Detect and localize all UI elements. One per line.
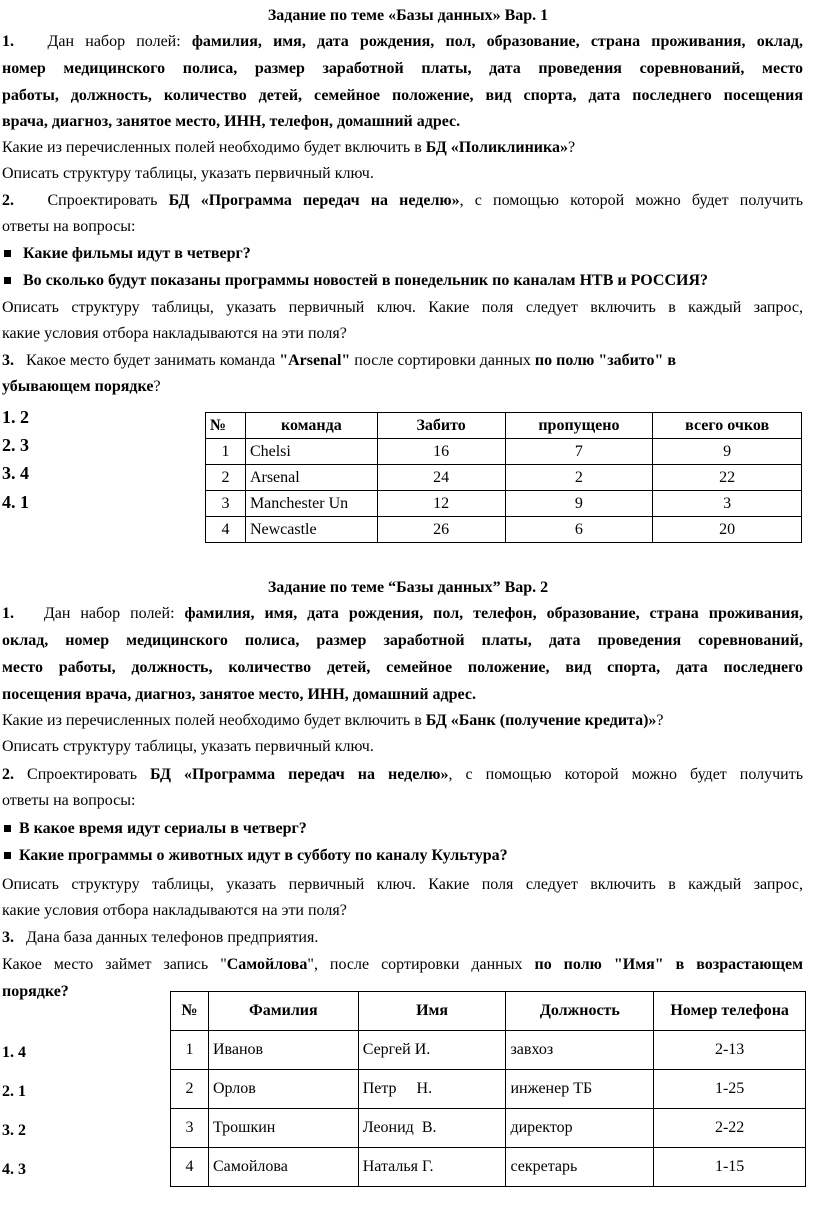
v2-q1-num: 1. xyxy=(2,605,14,622)
v2-answer-option: 1. 4 xyxy=(2,1044,26,1061)
table-cell: 16 xyxy=(377,439,505,465)
table-cell: 2 xyxy=(206,465,246,491)
v2-q1-line4: посещения врача, диагноз, занятое место, ИНН, домашний адрес. xyxy=(2,686,476,703)
v1-q2-describe-1: Описать структуру таблицы, указать первичный ключ. Какие поля следует включить в каждый запрос, xyxy=(2,299,803,316)
v2-q2-describe-2: какие условия отбора накладываются на эти поля? xyxy=(2,902,347,919)
table-cell: 2 xyxy=(505,465,653,491)
table-cell: 2-22 xyxy=(654,1109,806,1148)
table-cell: 4 xyxy=(171,1148,209,1187)
table-cell: 1-25 xyxy=(654,1070,806,1109)
v2-q1-line2: оклад, номер медицинского полиса, размер заработной платы, дата проведения соревнований, xyxy=(2,632,803,649)
v1-q3-line2 xyxy=(2,374,803,400)
v1-q2-bullet-2-text: Во сколько будут показаны программы новостей в понедельник по каналам НТВ и РОССИЯ? xyxy=(23,272,709,289)
v1-answer-option: 2. 3 xyxy=(2,435,29,455)
table-cell: директор xyxy=(506,1109,654,1148)
v2-q1-fields: фамилия, имя, дата рождения, пол, телефон, образование, страна проживания, xyxy=(184,605,804,622)
table-cell: 7 xyxy=(505,439,653,465)
v1-q2-bullet-1-text: Какие фильмы идут в четверг? xyxy=(23,245,251,262)
table-cell: 4 xyxy=(206,517,246,543)
v2-q2-line1 xyxy=(2,762,803,788)
v2-q3-pre: Какое место займет запись " xyxy=(2,956,227,973)
table-row xyxy=(171,1109,806,1148)
table-header-row xyxy=(171,992,806,1031)
v2-q2-bullet-1 xyxy=(2,816,803,842)
table-header-cell: Должность xyxy=(506,992,654,1031)
table-cell: 24 xyxy=(377,465,505,491)
table-cell: 3 xyxy=(171,1109,209,1148)
table-header-cell: всего очков xyxy=(653,413,802,439)
table-cell: инженер ТБ xyxy=(506,1070,654,1109)
table-row xyxy=(206,517,802,543)
v2-q1-question-pre: Какие из перечисленных полей необходимо будет включить в xyxy=(2,712,426,729)
v2-q2-bullet-2 xyxy=(2,843,803,869)
v1-answer-option: 1. 2 xyxy=(2,407,29,427)
v1-q1-db-name: БД «Поликлиника» xyxy=(425,139,568,156)
table-cell: 1 xyxy=(206,439,246,465)
table-cell: 9 xyxy=(505,491,653,517)
v1-q2-num: 2. xyxy=(2,192,14,209)
table-cell: 22 xyxy=(653,465,802,491)
v1-q1-question-pre: Какие из перечисленных полей необходимо будет включить в xyxy=(2,139,426,156)
table-row xyxy=(171,1031,806,1070)
square-bullet-icon xyxy=(4,852,11,859)
v1-q1-question-post: ? xyxy=(567,139,576,156)
table-header-row xyxy=(206,413,802,439)
v1-q2-bullet-1 xyxy=(2,241,803,267)
table-cell: Сергей И. xyxy=(358,1031,506,1070)
table-cell: 9 xyxy=(653,439,802,465)
table-cell: 1-15 xyxy=(654,1148,806,1187)
v1-q1-fields: фамилия, имя, дата рождения, пол, образование, страна проживания, оклад, xyxy=(191,33,803,50)
table-cell: Орлов xyxy=(208,1070,358,1109)
table-header-cell: пропущено xyxy=(505,413,653,439)
table-cell: завхоз xyxy=(506,1031,654,1070)
v1-q3-mid: после сортировки данных xyxy=(350,352,535,369)
table-cell: Самойлова xyxy=(208,1148,358,1187)
v2-q2-bullet-2-text: Какие программы о животных идут в субботу по каналу Культура? xyxy=(19,847,508,864)
table-header-cell: Фамилия xyxy=(208,992,358,1031)
table-cell: Наталья Г. xyxy=(358,1148,506,1187)
v1-q1-pre: Дан набор полей: xyxy=(47,33,192,50)
table-row xyxy=(171,1070,806,1109)
v2-answer-option: 2. 1 xyxy=(2,1083,26,1100)
v2-q1-question xyxy=(2,708,803,734)
v2-q1-question-post: ? xyxy=(656,712,664,729)
table-cell: Иванов xyxy=(208,1031,358,1070)
table-cell: 6 xyxy=(505,517,653,543)
v1-q2-db-name: БД «Программа передач на неделю» xyxy=(168,192,460,209)
v1-q1-line2: номер медицинского полиса, размер заработной платы, дата проведения соревнований, место xyxy=(2,60,803,77)
table-row xyxy=(206,491,802,517)
v1-q2-line2: ответы на вопросы: xyxy=(2,218,136,235)
v2-q3-line2 xyxy=(2,952,803,978)
table-cell: 3 xyxy=(206,491,246,517)
v2-q1-db-name: БД «Банк (получение кредита)» xyxy=(425,712,657,729)
v2-q3-num: 3. xyxy=(2,929,14,946)
table-header-cell: Забито xyxy=(377,413,505,439)
v1-answer-option: 3. 4 xyxy=(2,463,29,483)
table-header-cell: команда xyxy=(245,413,377,439)
v1-q1-describe: Описать структуру таблицы, указать первичный ключ. xyxy=(2,165,374,182)
v2-q2-post: , с помощью которой можно будет получить xyxy=(448,766,804,783)
table-cell: 1 xyxy=(171,1031,209,1070)
v1-q1-line3: работы, должность, количество детей, семейное положение, вид спорта, дата последнего посещения xyxy=(2,87,803,104)
v1-q3-pre: Какое место будет занимать команда xyxy=(26,352,280,369)
v1-q3-sort-field: по полю "забито" в xyxy=(534,352,677,369)
v1-q1-num: 1. xyxy=(2,33,14,50)
v2-q2-line2: ответы на вопросы: xyxy=(2,792,136,809)
variant1-title: Задание по теме «Базы данных» Вар. 1 xyxy=(267,7,549,24)
v2-q3-sort-field: по полю "Имя" в возрастающем xyxy=(534,956,803,973)
v1-q1-line1 xyxy=(2,29,803,55)
table-cell: Chelsi xyxy=(245,439,377,465)
v2-q1-describe: Описать структуру таблицы, указать первичный ключ. xyxy=(2,738,374,755)
table-header-cell: № xyxy=(206,413,246,439)
table-cell: 20 xyxy=(653,517,802,543)
table-cell: Леонид В. xyxy=(358,1109,506,1148)
table-header-cell: Имя xyxy=(358,992,506,1031)
v1-q2-describe-2: какие условия отбора накладываются на эти поля? xyxy=(2,325,347,342)
v2-q2-pre: Спроектировать xyxy=(27,766,150,783)
v1-q1-question xyxy=(2,135,803,161)
table-cell: секретарь xyxy=(506,1148,654,1187)
table-cell: 2 xyxy=(171,1070,209,1109)
table-cell: 3 xyxy=(653,491,802,517)
v2-q3-text: Дана база данных телефонов предприятия. xyxy=(26,929,319,946)
v2-q3-line1 xyxy=(2,925,803,951)
v2-q3-order: порядке? xyxy=(2,983,69,1000)
table-cell: 26 xyxy=(377,517,505,543)
v2-q1-pre: Дан набор полей: xyxy=(43,605,185,622)
v2-q2-bullet-1-text: В какое время идут сериалы в четверг? xyxy=(19,820,307,837)
table-cell: Newcastle xyxy=(245,517,377,543)
v1-q2-line1 xyxy=(2,188,803,214)
v2-q2-describe-1: Описать структуру таблицы, указать первичный ключ. Какие поля следует включить в каждый запрос, xyxy=(2,876,803,893)
square-bullet-icon xyxy=(4,277,11,284)
square-bullet-icon xyxy=(4,250,11,257)
v1-q2-pre: Спроектировать xyxy=(47,192,169,209)
v1-q3-line1 xyxy=(2,348,803,374)
v2-q1-line3: место работы, должность, количество детей, семейное положение, вид спорта, дата последнего xyxy=(2,659,803,676)
v1-answer-option: 4. 1 xyxy=(2,492,29,512)
v1-q1-line4: врача, диагноз, занятое место, ИНН, телефон, домашний адрес. xyxy=(2,113,461,130)
v1-q3-num: 3. xyxy=(2,352,14,369)
table-cell: Manchester Un xyxy=(245,491,377,517)
variant2-title: Задание по теме “Базы данных” Вар. 2 xyxy=(267,579,549,596)
table-header-cell: № xyxy=(171,992,209,1031)
v2-q2-db-name: БД «Программа передач на неделю» xyxy=(150,766,449,783)
v1-q3-team: "Arsenal" xyxy=(279,352,351,369)
v2-phones-table xyxy=(170,991,806,1187)
v1-q2-post: , с помощью которой можно будет получить xyxy=(459,192,804,209)
v2-answer-option: 4. 3 xyxy=(2,1161,26,1178)
v2-q3-record: Самойлова xyxy=(226,956,308,973)
table-cell: Arsenal xyxy=(245,465,377,491)
table-row xyxy=(206,465,802,491)
v1-q3-post: ? xyxy=(153,378,161,395)
square-bullet-icon xyxy=(4,825,11,832)
v2-q2-num: 2. xyxy=(2,766,14,783)
table-cell: Трошкин xyxy=(208,1109,358,1148)
table-cell: Петр Н. xyxy=(358,1070,506,1109)
table-row xyxy=(206,439,802,465)
table-cell: 2-13 xyxy=(654,1031,806,1070)
table-cell: 12 xyxy=(377,491,505,517)
v2-answer-option: 3. 2 xyxy=(2,1122,26,1139)
v1-teams-table xyxy=(205,412,802,543)
v1-q2-bullet-2 xyxy=(2,268,803,294)
v1-q3-order: убывающем порядке xyxy=(2,378,154,395)
v2-q1-line1 xyxy=(2,601,803,627)
table-row xyxy=(171,1148,806,1187)
table-header-cell: Номер телефона xyxy=(654,992,806,1031)
v2-q3-mid: ", после сортировки данных xyxy=(307,956,535,973)
